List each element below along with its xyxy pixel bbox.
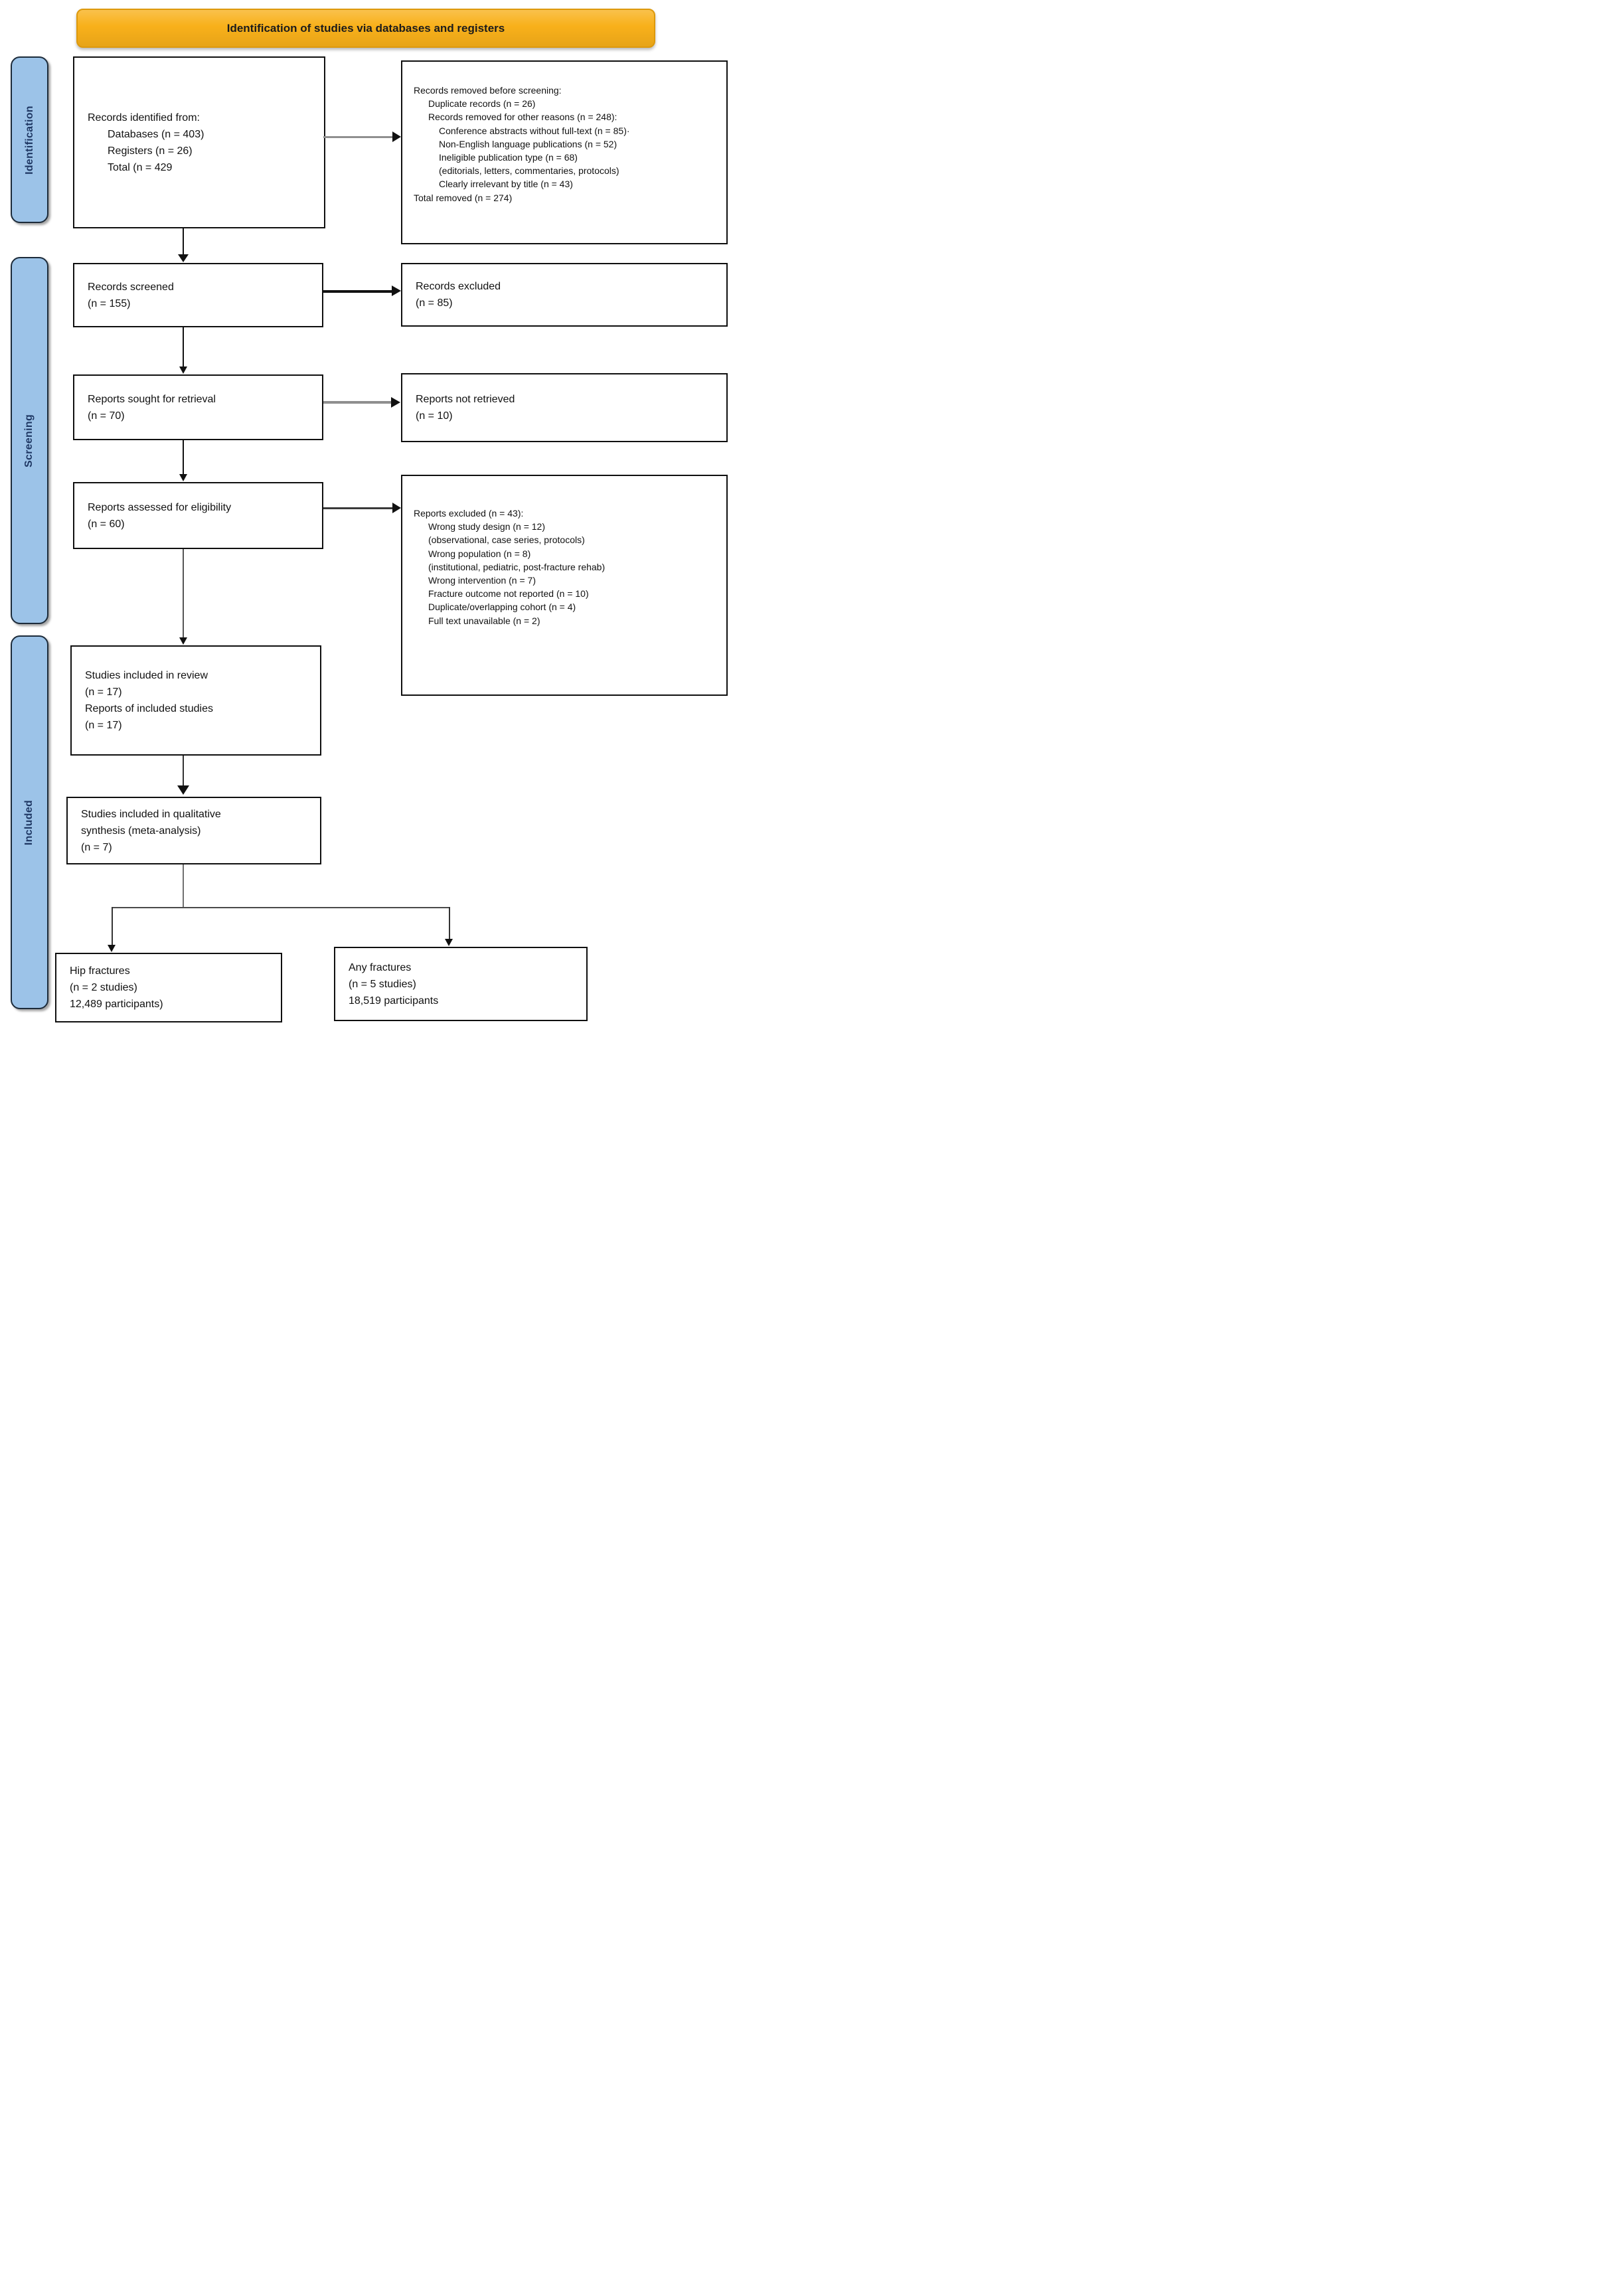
box-line: Reports assessed for eligibility	[88, 501, 232, 513]
arrow-shaft	[323, 290, 392, 293]
branch-right-line	[449, 907, 450, 939]
arrow-shaft	[183, 440, 184, 475]
box-line: Records screened	[88, 281, 174, 293]
box-line: (n = 17)	[85, 687, 122, 698]
sidebar-identification-label: Identification	[23, 105, 35, 175]
box-records-screened	[73, 263, 323, 327]
box-line: Fracture outcome not reported (n = 10)	[428, 588, 589, 600]
branch-stem-line	[183, 864, 184, 908]
box-line: Hip fractures	[70, 965, 130, 977]
box-line: (n = 17)	[85, 720, 122, 731]
box-line: Non-English language publications (n = 52)	[439, 138, 617, 149]
box-line: Databases (n = 403)	[108, 128, 204, 140]
prisma-flow-diagram	[0, 0, 730, 1026]
arrow-shaft	[323, 507, 392, 509]
box-line: Reports not retrieved	[416, 394, 515, 405]
arrowhead-down-icon	[108, 945, 116, 952]
box-reports-sought	[73, 374, 323, 440]
box-qualitative-synthesis	[66, 797, 321, 864]
box-line: Studies included in review	[85, 670, 208, 681]
box-reports-excluded	[401, 475, 728, 696]
arrow-shaft	[323, 136, 393, 138]
sidebar-included	[11, 635, 48, 1009]
box-records-removed	[401, 60, 728, 244]
box-line: (n = 85)	[416, 297, 453, 309]
box-line: Total (n = 429	[108, 161, 173, 173]
box-line: (n = 7)	[81, 841, 112, 853]
box-line: Full text unavailable (n = 2)	[428, 615, 540, 626]
box-line: Reports excluded (n = 43):	[414, 508, 524, 519]
arrowhead-down-icon	[179, 637, 187, 645]
box-line: Conference abstracts without full-text (n = 85)·	[439, 125, 630, 136]
sidebar-identification	[11, 56, 48, 223]
box-line: (n = 2 studies)	[70, 982, 137, 993]
sidebar-screening	[11, 257, 48, 624]
arrowhead-down-icon	[178, 254, 189, 262]
box-line: Records identified from:	[88, 112, 200, 123]
box-line: Records excluded	[416, 281, 501, 292]
box-line: (n = 10)	[416, 410, 453, 422]
sidebar-screening-label: Screening	[23, 414, 35, 467]
arrow-shaft	[183, 549, 184, 638]
box-line: Wrong study design (n = 12)	[428, 521, 546, 532]
box-studies-included	[70, 645, 321, 756]
box-reports-not-retrieved	[401, 373, 728, 442]
box-line: (n = 60)	[88, 518, 125, 530]
box-line: synthesis (meta-analysis)	[81, 825, 201, 837]
box-line: 12,489 participants)	[70, 999, 163, 1010]
box-line: (n = 5 studies)	[349, 978, 416, 990]
arrowhead-right-icon	[391, 397, 400, 408]
box-line: Reports of included studies	[85, 703, 213, 714]
box-line: Clearly irrelevant by title (n = 43)	[439, 179, 573, 190]
arrow-shaft	[183, 327, 184, 367]
box-line: Total removed (n = 274)	[414, 192, 513, 203]
arrowhead-down-icon	[179, 366, 187, 374]
box-records-identified	[73, 56, 325, 228]
banner	[76, 9, 655, 48]
arrowhead-down-icon	[179, 474, 187, 481]
box-line: Wrong intervention (n = 7)	[428, 575, 536, 586]
box-any-fractures	[334, 947, 588, 1021]
arrowhead-down-icon	[177, 785, 189, 795]
box-line: 18,519 participants	[349, 995, 439, 1007]
box-reports-assessed	[73, 482, 323, 549]
branch-horizontal-line	[112, 907, 450, 909]
arrowhead-down-icon	[445, 939, 453, 946]
box-line: Studies included in qualitative	[81, 808, 221, 820]
arrow-shaft	[183, 228, 185, 255]
box-line: Duplicate/overlapping cohort (n = 4)	[428, 602, 576, 613]
box-line: (n = 155)	[88, 297, 131, 309]
box-records-excluded	[401, 263, 728, 327]
box-line: (institutional, pediatric, post-fracture rehab)	[428, 561, 606, 572]
arrowhead-right-icon	[392, 503, 401, 513]
box-line: Duplicate records (n = 26)	[428, 98, 536, 110]
branch-left-line	[112, 907, 113, 945]
box-line: (n = 70)	[88, 410, 125, 422]
box-line: Any fractures	[349, 961, 412, 973]
box-line: Wrong population (n = 8)	[428, 548, 531, 559]
sidebar-included-label: Included	[23, 799, 35, 845]
box-line: Records removed for other reasons (n = 248):	[428, 112, 617, 123]
box-line: (editorials, letters, commentaries, protocols)	[439, 165, 619, 177]
banner-title: Identification of studies via databases and registers	[226, 21, 505, 35]
box-line: Reports sought for retrieval	[88, 393, 216, 405]
box-line: (observational, case series, protocols)	[428, 534, 585, 546]
box-line: Records removed before screening:	[414, 85, 562, 96]
arrowhead-right-icon	[392, 131, 401, 142]
box-hip-fractures	[55, 953, 282, 1022]
box-line: Ineligible publication type (n = 68)	[439, 152, 578, 163]
arrow-shaft	[183, 756, 184, 786]
box-line: Registers (n = 26)	[108, 145, 193, 157]
arrow-shaft	[323, 401, 392, 404]
arrowhead-right-icon	[392, 285, 401, 296]
